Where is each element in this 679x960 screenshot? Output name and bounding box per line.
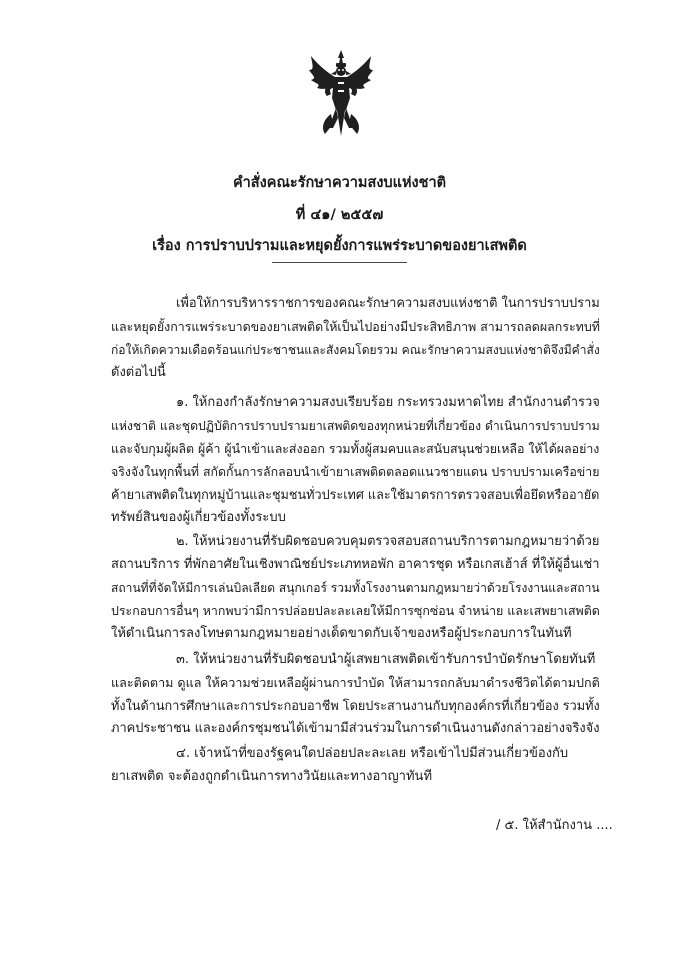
body-line: ๑. ให้กองกำลังรักษาความสงบเรียบร้อย กระทรวงมหาดไทย สำนักงานตำรวจ — [176, 395, 600, 410]
body-line: ทรัพย์สินของผู้เกี่ยวข้องทั้งระบบ — [111, 510, 286, 525]
garuda-emblem-icon — [303, 48, 379, 140]
body-line: ยาเสพติด จะต้องถูกดำเนินการทางวินัยและทางอาญาทันที — [111, 769, 433, 784]
body-line: เพื่อให้การบริหารราชการของคณะรักษาความสงบแห่งชาติ ในการปราบปราม — [176, 296, 600, 311]
body-line: ๒. ให้หน่วยงานที่รับผิดชอบควบคุมตรวจสอบสถานบริการตามกฎหมายว่าด้วย — [176, 534, 600, 549]
body-line: จริงจังในทุกพื้นที่ สกัดกั้นการลักลอบนำเข้ายาเสพติดตลอดแนวชายแดน ปราบปรามเครือข่าย — [111, 465, 600, 479]
body-line: ก่อให้เกิดความเดือดร้อนแก่ประชาชนและสังคมโดยรวม คณะรักษาความสงบแห่งชาติจึงมีคำสั่ง — [111, 343, 600, 357]
body-line: ทั้งในด้านการศึกษาและการประกอบอาชีพ โดยประสานงานกับทุกองค์กรที่เกี่ยวข้อง รวมทั้ง — [111, 698, 600, 713]
body-line: ภาคประชาชน และองค์กรชุมชนได้เข้ามามีส่วนร่วมในการดำเนินงานดังกล่าวอย่างจริงจัง — [111, 721, 600, 736]
order-number: ที่ ๔๑/ ๒๕๕๗ — [295, 207, 384, 223]
body-line: ๔. เจ้าหน้าที่ของรัฐคนใดปล่อยปละละเลย หรือเข้าไปมีส่วนเกี่ยวข้องกับ — [176, 746, 569, 761]
body-line: และติดตาม ดูแล ให้ความช่วยเหลือผู้ผ่านการบำบัด ให้สามารถกลับมาดำรงชีวิตได้ตามปกติ — [111, 675, 600, 690]
body-line: และหยุดยั้งการแพร่ระบาดของยาเสพติดให้เป็นไปอย่างมีประสิทธิภาพ สามารถลดผลกระทบที่ — [111, 319, 600, 334]
body-line: และจับกุมผู้ผลิต ผู้ค้า ผู้นำเข้าและส่งออก รวมทั้งผู้สมคบและสนับสนุนช่วยเหลือ ให้ได้ผลอย่าง — [111, 441, 600, 456]
title-divider — [272, 262, 407, 263]
body-line: สถานที่ที่จัดให้มีการเล่นบิลเลียด สนุกเกอร์ รวมทั้งโรงงานตามกฎหมายว่าด้วยโรงงานและสถาน — [111, 581, 600, 595]
body-line: ประกอบการอื่นๆ หากพบว่ามีการปล่อยปละละเลยให้มีการซุกซ่อน จำหน่าย และเสพยาเสพติด — [111, 603, 600, 618]
body-line: ๓. ให้หน่วยงานที่รับผิดชอบนำผู้เสพยาเสพติดเข้ารับการบำบัดรักษาโดยทันที — [176, 652, 596, 667]
order-title: คำสั่งคณะรักษาความสงบแห่งชาติ — [232, 175, 447, 191]
body-line: ดังต่อไปนี้ — [111, 365, 166, 380]
order-subject: เรื่อง การปราบปรามและหยุดยั้งการแพร่ระบาดของยาเสพติด — [152, 238, 527, 254]
body-line: ค้ายาเสพติดในทุกหมู่บ้านและชุมชนทั่วประเทศ และใช้มาตรการตรวจสอบเพื่อยึดหรืออายัด — [111, 487, 600, 502]
continuation-note: / ๕. ให้สำนักงาน .... — [496, 818, 613, 833]
body-line: แห่งชาติ และชุดปฏิบัติการปราบปรามยาเสพติดของทุกหน่วยที่เกี่ยวข้อง ดำเนินการปราบปราม — [111, 419, 600, 433]
body-line: สถานบริการ ที่พักอาศัยในเชิงพาณิชย์ประเภทหอพัก อาคารชุด หรือเกสเฮ้าส์ ที่ให้ผู้อื่นเช่า — [111, 557, 600, 572]
body-line: ให้ดำเนินการลงโทษตามกฎหมายอย่างเด็ดขาดกับเจ้าของหรือผู้ประกอบการในทันที — [111, 626, 572, 641]
